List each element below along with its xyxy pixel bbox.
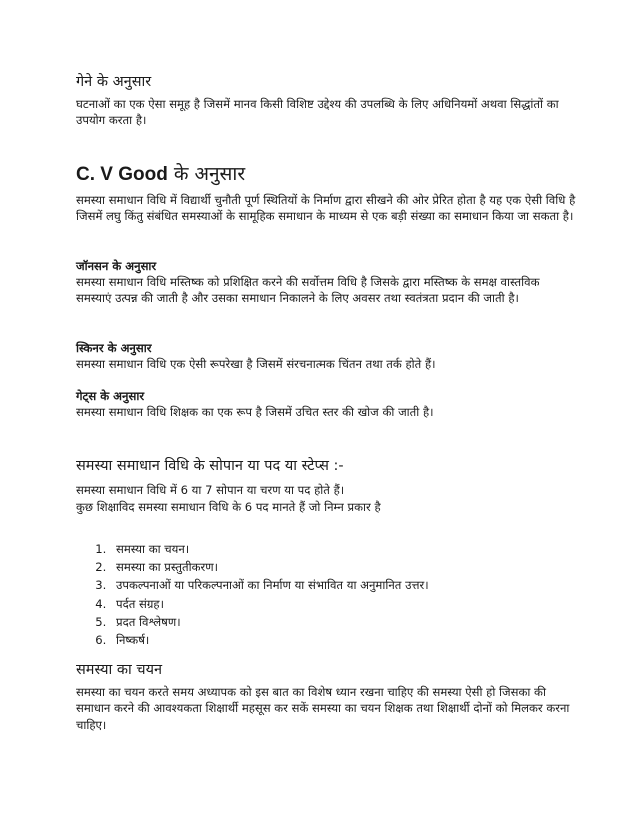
heading-good-latin: C. V Good [76, 164, 168, 185]
heading-selection: समस्या का चयन [76, 662, 163, 678]
paragraph-good: समस्या समाधान विधि में विद्यार्थी चुनौती पूर्ण स्थितियों के निर्माण द्वारा सीखने की ओर प्रेरित होता है यह एक ऐसी विधि है जिसमें लघु किंतु संबंधित समस्याओं के सामूहिक समाधान के माध्यम से एक बड़ी संख्या का समाधान किया जा सकता है। [76, 193, 576, 224]
list-item: 4. पर्दत संग्रह। [110, 595, 610, 613]
heading-skinner: स्किनर के अनुसार [76, 341, 152, 355]
heading-gene: गेने के अनुसार [76, 74, 152, 90]
heading-good [76, 162, 576, 187]
paragraph-gates: समस्या समाधान विधि शिक्षक का एक रूप है जिसमें उचित स्तर की खोज की जाती है। [76, 405, 434, 419]
heading-steps: समस्या समाधान विधि के सोपान या पद या स्टेप्स :- [76, 458, 344, 474]
list-item: 2. समस्या का प्रस्तुतीकरण। [110, 558, 610, 576]
steps-intro-line1: समस्या समाधान विधि में 6 या 7 सोपान या चरण या पद होते हैं। [76, 483, 345, 497]
steps-intro-line2: कुछ शिक्षाविद समस्या समाधान विधि के 6 पद मानते हैं जो निम्न प्रकार है [76, 500, 381, 514]
list-item: 1. समस्या का चयन। [110, 540, 610, 558]
list-item: 6. निष्कर्ष। [110, 631, 610, 649]
heading-gates: गेट्स के अनुसार [76, 389, 145, 403]
list-item: 3. उपकल्पनाओं या परिकल्पनाओं का निर्माण या संभावित या अनुमानित उत्तर। [110, 576, 610, 594]
list-item: 5. प्रदत विश्लेषण। [110, 613, 610, 631]
paragraph-gene: घटनाओं का एक ऐसा समूह है जिसमें मानव किसी विशिष्ट उद्देश्य की उपलब्धि के लिए अधिनियमों अथवा सिद्धांतों का उपयोग करता है। [76, 97, 559, 128]
heading-johnson: जॉनसन के अनुसार [76, 259, 157, 273]
paragraph-johnson: समस्या समाधान विधि मस्तिष्क को प्रशिक्षित करने की सर्वोत्तम विधि है जिसके द्वारा मस्तिष्क के समक्ष वास्तविक समस्याएं उत्पन्न की जाती है और उसका समाधान निकालने के लिए अवसर तथा स्वतंत्रता प्रदान की जाती है। [76, 275, 540, 306]
paragraph-skinner: समस्या समाधान विधि एक ऐसी रूपरेखा है जिसमें संरचनात्मक चिंतन तथा तर्क होते हैं। [76, 357, 436, 371]
steps-list [76, 540, 610, 649]
paragraph-selection: समस्या का चयन करते समय अध्यापक को इस बात का विशेष ध्यान रखना चाहिए की समस्या ऐसी हो जिसका की समाधान करने की आवश्यकता शिक्षार्थी महसूस कर सकें समस्या का चयन शिक्षक तथा शिक्षार्थी दोनों को मिलकर करना चाहिए। [76, 685, 570, 732]
heading-good-hindi: के अनुसार [167, 163, 246, 185]
